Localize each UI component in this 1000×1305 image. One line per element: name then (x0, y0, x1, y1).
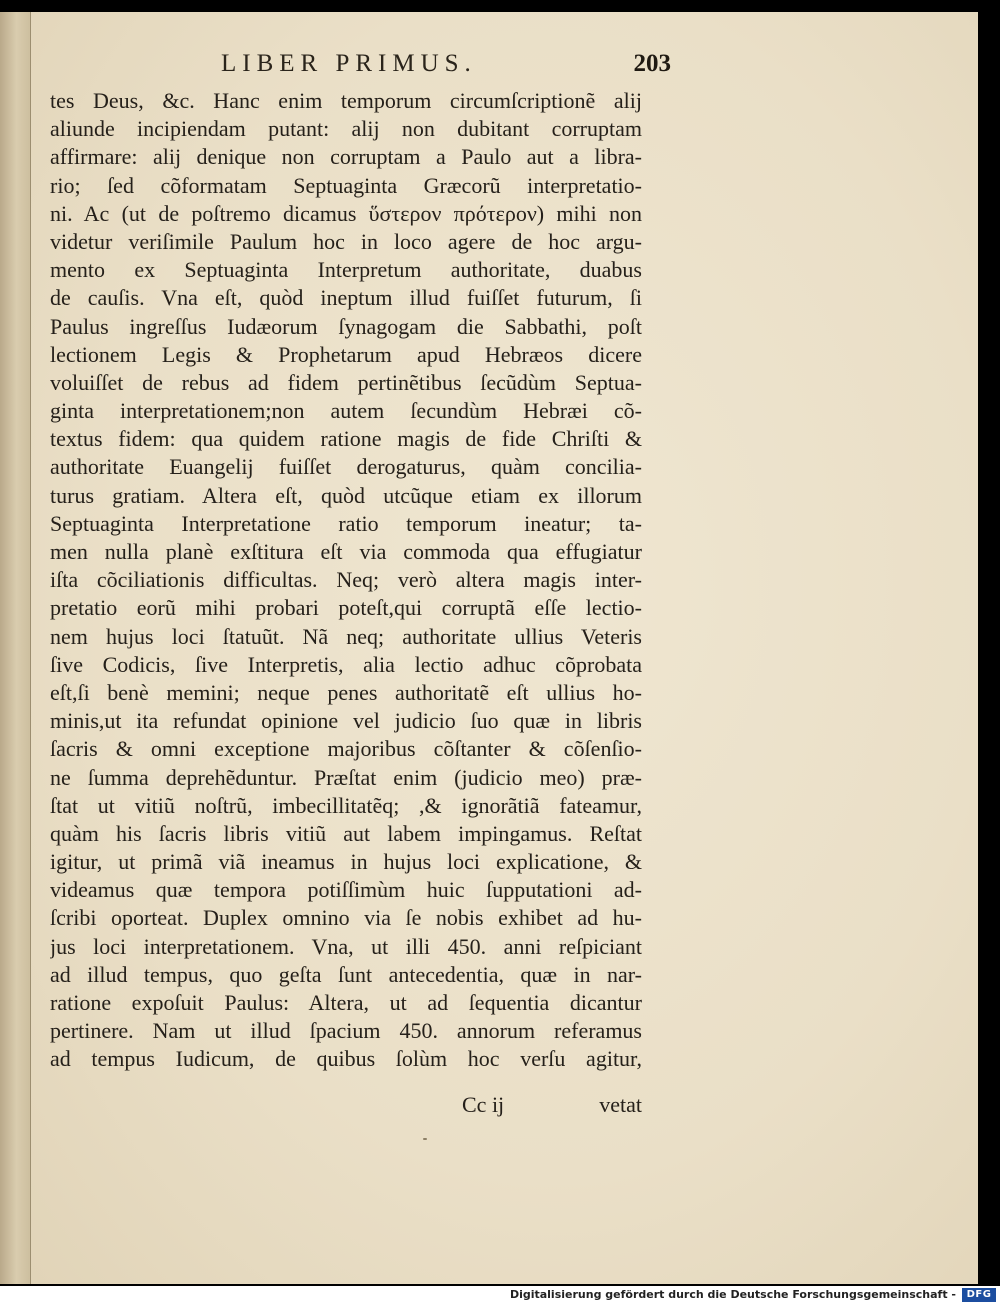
funding-notice: Digitalisierung gefördert durch die Deutsche Forschungsgemeinschaft - (509, 1288, 956, 1301)
text-line: lectionem Legis & Prophetarum apud Hebræos dicere (50, 341, 642, 367)
text-line: videamus quæ tempora potiſſimùm huic ſupputationi ad- (50, 877, 642, 903)
text-line: videtur veriſimile Paulum hoc in loco agere de hoc argu- (50, 228, 642, 254)
text-line: de cauſis. Vna eſt, quòd ineptum illud fuiſſet futurum, ſi (50, 285, 642, 311)
catch-line (462, 1092, 642, 1122)
text-line: Septuaginta Interpretatione ratio temporum ineatur; ta- (50, 510, 642, 536)
text-line: jus loci interpretationem. Vna, ut illi 450. anni reſpiciant (50, 933, 642, 959)
running-title: LIBER PRIMUS. (221, 50, 477, 77)
page-number: 203 (633, 50, 671, 77)
text-line: ne ſumma deprehẽduntur. Præſtat enim (judicio meo) præ- (50, 764, 642, 790)
digitization-footer (0, 1286, 1000, 1305)
text-line: eſt,ſi benè memini; neque penes authoritatẽ eſt ullius ho- (50, 679, 642, 705)
text-line: ſtat ut vitiũ noſtrũ, imbecillitatẽq; ,& ignorãtiã fateamur, (50, 792, 642, 818)
text-line: ſcribi oporteat. Duplex omnino via ſe nobis exhibet ad hu- (50, 905, 642, 931)
text-line: pretatio eorũ mihi probari poteſt,qui corruptã eſſe lectio- (50, 595, 642, 621)
text-line: men nulla planè exſtitura eſt via commoda qua effugiatur (50, 539, 642, 564)
text-line: tes Deus, &c. Hanc enim temporum circumſcriptionẽ alij (50, 88, 642, 113)
text-line: aliunde incipiendam putant: alij non dubitant corruptam (50, 116, 642, 142)
text-line: igitur, ut primã viã ineamus in hujus loci explicatione, & (50, 849, 642, 875)
text-line: nem hujus loci ſtatuũt. Nã neq; authoritate ullius Veteris (50, 623, 642, 649)
text-line: Paulus ingreſſus Iudæorum ſynagogam die Sabbathi, poſt (50, 313, 642, 339)
text-line: voluiſſet de rebus ad fidem pertinẽtibus ſecũdùm Septua- (50, 369, 642, 395)
text-line: textus fidem: qua quidem ratione magis de fide Chriſti & (50, 426, 642, 452)
text-line: minis,ut ita refundat opinione vel judicio ſuo quæ in libris (50, 708, 642, 734)
signature-mark: Cc ij (462, 1092, 505, 1117)
text-line: ginta interpretationem;non autem ſecundùm Hebræi cõ- (50, 398, 642, 424)
text-line: ratione expoſuit Paulus: Altera, ut ad ſequentia dicantur (50, 990, 642, 1015)
text-line: iſta cõciliationis difficultas. Neq; verò altera magis inter- (50, 567, 642, 593)
text-line: ſive Codicis, ſive Interpretis, alia lectio adhuc cõprobata (50, 651, 642, 677)
text-line: rio; ſed cõformatam Septuaginta Græcorũ interpretatio- (50, 172, 642, 198)
text-line: ad tempus Iudicum, de quibus ſolùm hoc verſu agitur, (50, 1046, 642, 1072)
text-line: affirmare: alij denique non corruptam a Paulo aut a libra- (50, 144, 642, 170)
running-head (221, 50, 671, 84)
catchword: vetat (599, 1092, 642, 1117)
dfg-logo: DFG (962, 1288, 996, 1302)
body-text (50, 87, 642, 1074)
text-line: pertinere. Nam ut illud ſpacium 450. annorum referamus (50, 1018, 642, 1044)
text-line: ad illud tempus, quo geſta ſunt antecedentia, quæ in nar- (50, 961, 642, 987)
text-line: ſacris & omni exceptione majoribus cõſtanter & cõſenſio- (50, 736, 642, 762)
text-line: turus gratiam. Altera eſt, quòd utcũque etiam ex illorum (50, 482, 642, 508)
paper-speck (423, 1138, 427, 1140)
text-line: ni. Ac (ut de poſtremo dicamus ὕστερον πρότερον) mihi non (50, 200, 642, 226)
text-line: quàm his ſacris libris vitiũ aut labem impingamus. Reſtat (50, 820, 642, 846)
text-line: mento ex Septuaginta Interpretum authoritate, duabus (50, 257, 642, 283)
text-line: authoritate Euangelij fuiſſet derogaturus, quàm concilia- (50, 454, 642, 480)
facing-page-edge (0, 12, 31, 1284)
book-page (31, 12, 978, 1284)
